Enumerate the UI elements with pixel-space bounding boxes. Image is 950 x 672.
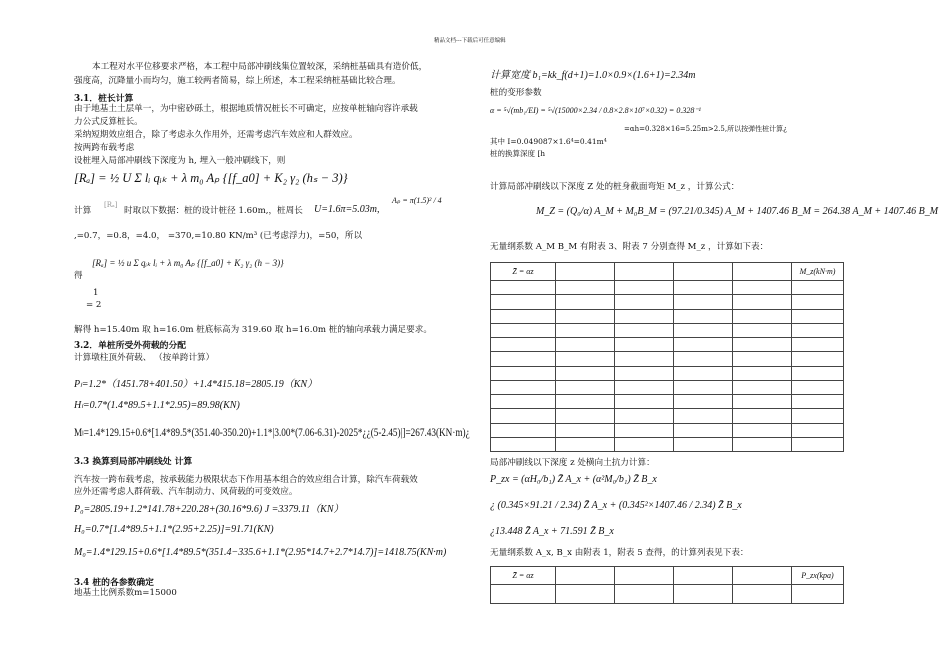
calc-width-formula: 计算宽度 b₁=kk_f(d+1)=1.0×0.9×(1.6+1)=2.34m [490,70,696,81]
paragraph-pile-length-2: 力公式反算桩长。 [74,117,143,127]
table-row [491,437,844,451]
paragraph-vehicle-1: 汽车按一跨布载考虑，按承载能力极限状态下作用基本组合的效应组合计算，除汽车荷载效 [74,475,418,485]
area-formula: Aₚ = π(1.5)² / 4 [392,196,442,205]
formula-bearing-capacity: [Rₐ] = ½ U Σ lᵢ qᵢₖ + λ m₀ Aₚ {[f_a0] + K₂ γ₂ (hₛ − 3)} [74,171,348,185]
table-row [491,380,844,394]
alpha-formula: α = ⁵√(mb₁/EI) = ⁵√(15000×2.34 / 0.8×2.8×10⁷×0.32) = 0.328⁻¹ [490,106,701,115]
formula-P1: Pₗ=1.2*（1451.78+401.50）+1.4*415.18=2805.19（KN） [74,379,318,390]
calc-prefix: 计算 [74,206,92,216]
perimeter-formula: U=1.6π=5.03m, [314,204,380,215]
formula-M0: M₀=1.4*129.15+0.6*[1.4*89.5*(351.4−335.6+1.1*(2.95*14.7+2.7*14.7)]=1418.75(KN·m) [74,547,447,558]
table-row [491,263,844,281]
half-denominator: = 2 [86,300,102,310]
paragraph-pile-length-1: 由于地基土土层单一，为中密砂砾土，根据地质情况桩长不可确定，应按单桩轴向容许承载 [74,104,418,114]
section-3-1-heading: 3.1．桩长计算 [74,94,134,104]
table-row [491,309,844,323]
inertia-line: 其中 I=0.049087×1.6⁴=0.41m⁴ [490,137,607,146]
lateral-formula-3: ¿13.448 Z̄ A_x + 71.591 Z̄ B_x [490,526,614,537]
lateral-formula-1: P_zx = (αH₀/b₁) Z̄ A_x + (α²M₀/b₁) Z̄ B_x [490,474,657,485]
table-row [491,409,844,423]
result-de: 得 [74,271,83,281]
table-header-mz: M_z(kN·m) [792,263,844,281]
paragraph-vehicle-2: 应外还需考虑人群荷载、汽车制动力、风荷载的可变效应。 [74,487,298,497]
table-header-z: Z̄ = αz [491,263,556,281]
paragraph-two-span: 按两跨布载考虑 [74,143,135,153]
table-row [491,338,844,352]
table-row [491,323,844,337]
moment-formula: M_Z = (Q₀/α) A_M + M₀B_M = (97.21/0.345) A_M + 1407.46 B_M = 264.38 A_M + 1407.46 B_M [536,206,939,217]
formula-P0: P₀=2805.19+1.2*141.78+220.28+(30.16*9.6) J =3379.11（KN） [74,504,344,515]
coefficient-text-2: 无量纲系数 A_x, B_x 由附表 1，附表 5 查得，的计算列表见下表： [490,548,749,558]
lateral-table [490,566,844,604]
external-load-text: 计算墩柱顶外荷载、 （按单跨计算） [74,353,215,363]
section-3-4-heading: 3.4 桩的各参数确定 [74,578,154,588]
table-row [491,567,844,585]
formula-H0: H₀=0.7*[1.4*89.5+1.1*(2.95+2.25)]=91.71(KN) [74,524,274,535]
ra-symbol: [Rₐ] [104,201,118,209]
lateral-resistance-intro: 局部冲刷线以下深度 z 处横向土抗力计算： [490,458,655,468]
section-3-2-heading: 3.2．单桩所受外荷载的分配 [74,341,187,351]
soil-coefficient-line: 地基土比例系数m=15000 [74,588,177,598]
coefficient-text-1: 无量纲系数 A_M B_M 有附表 3、附表 7 分别查得 M_z ，计算如下表： [490,242,769,252]
solution-line: 解得 h=15.40m 取 h=16.0m 桩底标高为 319.60 取 h=16.0m 桩的轴向承载力满足要求。 [74,325,432,335]
table-row [491,423,844,437]
page-header: 精品文档---下载后可任意编辑 [434,38,506,44]
table-row [491,281,844,295]
paragraph-depth-h: 设桩埋入局部冲刷线下深度为 h, 埋入一般冲刷线下，则 [74,156,286,166]
converted-depth-label: 桩的换算深度 [h [490,149,546,158]
table-row [491,366,844,380]
formula-bearing-capacity-2: [Rₐ] = ½ u Σ qᵢₖ lᵢ + λ m₀ Aₚ {[f_a0] + K₂ γ₂ (h − 3)} [92,258,284,268]
table-row [491,352,844,366]
table-header-z: Z̄ = αz [491,567,556,585]
paragraph-load-combo: 采纳短期效应组合，除了考虑永久作用外，还需考虑汽车效应和人群效应。 [74,130,358,140]
table-header-pzx: P_zx(kpa) [792,567,844,585]
section-3-3-heading: 3.3 换算到局部冲刷线处 计算 [74,457,193,467]
formula-M1: Mₗ=1.4*129.15+0.6*[1.4*89.5*(351.40-350.20)+1.1*|3.00*(7.06-6.31)-2025*¿¿(5-2.45)|]=267.43(KN·m)¿ [74,427,470,439]
moment-table [490,262,844,452]
formula-H1: Hₗ=0.7*(1.4*89.5+1.1*2.95)=89.98(KN) [74,400,240,411]
half-numerator: 1 [93,288,99,298]
table-row [491,295,844,309]
intro-line-2: 强度高，沉降量小而均匀，施工较两者简易，综上所述，本工程采纳桩基础比较合理。 [74,76,401,86]
parameters-line: ,=0.7，=0.8，=4.0， =370,=10.80 KN/m³ (已考虑浮力)，=50，所以 [74,231,363,241]
intro-line-1: 本工程对水平位移要求严格，本工程中局部冲刷线集位置较深，采纳桩基础具有造价低， [92,62,428,72]
deformation-params-label: 桩的变形参数 [490,88,542,98]
table-row [491,395,844,409]
alpha-h-result: =αh=0.328×16=5.25m>2.5,所以按弹性桩计算¿ [624,125,787,133]
calc-data-text: 时取以下数据：桩的设计桩径 1.60m,，桩周长 [124,206,303,216]
lateral-formula-2: ¿ (0.345×91.21 / 2.34) Z̄ A_x + (0.345²×1407.46 / 2.34) Z̄ B_x [490,500,742,511]
table-row [491,585,844,604]
moment-intro: 计算局部冲刷线以下深度 Z 处的桩身截面弯矩 M_z ，计算公式： [490,182,740,192]
